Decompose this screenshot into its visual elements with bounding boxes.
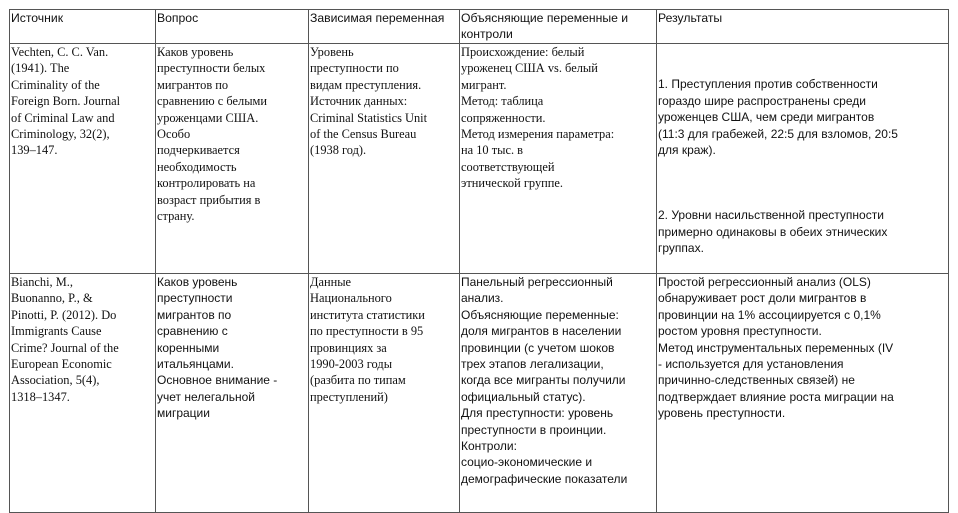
table-row xyxy=(10,273,949,512)
cell-source: Vechten, C. C. Van. (1941). The Criminality of the Foreign Born. Journal of Criminal Law and Criminology, 32(2), 139–147. xyxy=(10,44,156,274)
cell-results: Простой регрессионный анализ (OLS) обнаруживает рост доли мигрантов в провинции на 1% ассоциируется с 0,1% ростом уровня преступности. Метод инструментальных переменных (IV - используется для установления причинно-следственных связей) не подтверждает влияние роста миграции на уровень преступности. xyxy=(657,273,949,512)
cell-explanatory-variables: Панельный регрессионный анализ. Объясняющие переменные: доля мигрантов в населении провинции (с учетом шоков трех этапов легализации, когда все мигранты получили официальный статус). Для преступности: уровень преступности в проинции. Контроли: социо-экономические и демографические показатели xyxy=(460,273,657,512)
header-results: Результаты xyxy=(657,10,949,44)
header-question: Вопрос xyxy=(156,10,309,44)
header-explanatory-variables: Объясняющие переменные и контроли xyxy=(460,10,657,44)
header-source: Источник xyxy=(10,10,156,44)
table-row xyxy=(10,44,949,274)
cell-source: Bianchi, M., Buonanno, P., & Pinotti, P. (2012). Do Immigrants Cause Crime? Journal of the European Economic Association, 5(4), 1318–1347. xyxy=(10,273,156,512)
cell-dependent-variable: Уровень преступности по видам преступления. Источник данных: Criminal Statistics Unit of the Census Bureau (1938 год). xyxy=(309,44,460,274)
result-item-2: 2. Уровни насильственной преступности примерно одинаковы в обеих этнических группах. xyxy=(658,208,888,256)
cell-dependent-variable: Данные Национального института статистики по преступности в 95 провинциях за 1990-2003 годы (разбита по типам преступлений) xyxy=(309,273,460,512)
cell-question: Каков уровень преступности белых мигрантов по сравнению с белыми уроженцами США. Особо подчеркивается необходимость контролировать на возраст прибытия в страну. xyxy=(156,44,309,274)
cell-question: Каков уровень преступности мигрантов по сравнению с коренными итальянцами. Основное внимание - учет нелегальной миграции xyxy=(156,273,309,512)
result-item-1: 1. Преступления против собственности гораздо шире распространены среди уроженцев США, чем среди мигрантов (11:3 для грабежей, 22:5 для взломов, 20:5 для краж). xyxy=(658,77,898,158)
literature-review-table xyxy=(9,9,949,513)
cell-explanatory-variables: Происхождение: белый уроженец США vs. белый мигрант. Метод: таблица сопряженности. Метод измерения параметра: на 10 тыс. в соответствующей этнической группе. xyxy=(460,44,657,274)
header-dependent-variable: Зависимая переменная xyxy=(309,10,460,44)
cell-results xyxy=(657,44,949,274)
table-header-row xyxy=(10,10,949,44)
